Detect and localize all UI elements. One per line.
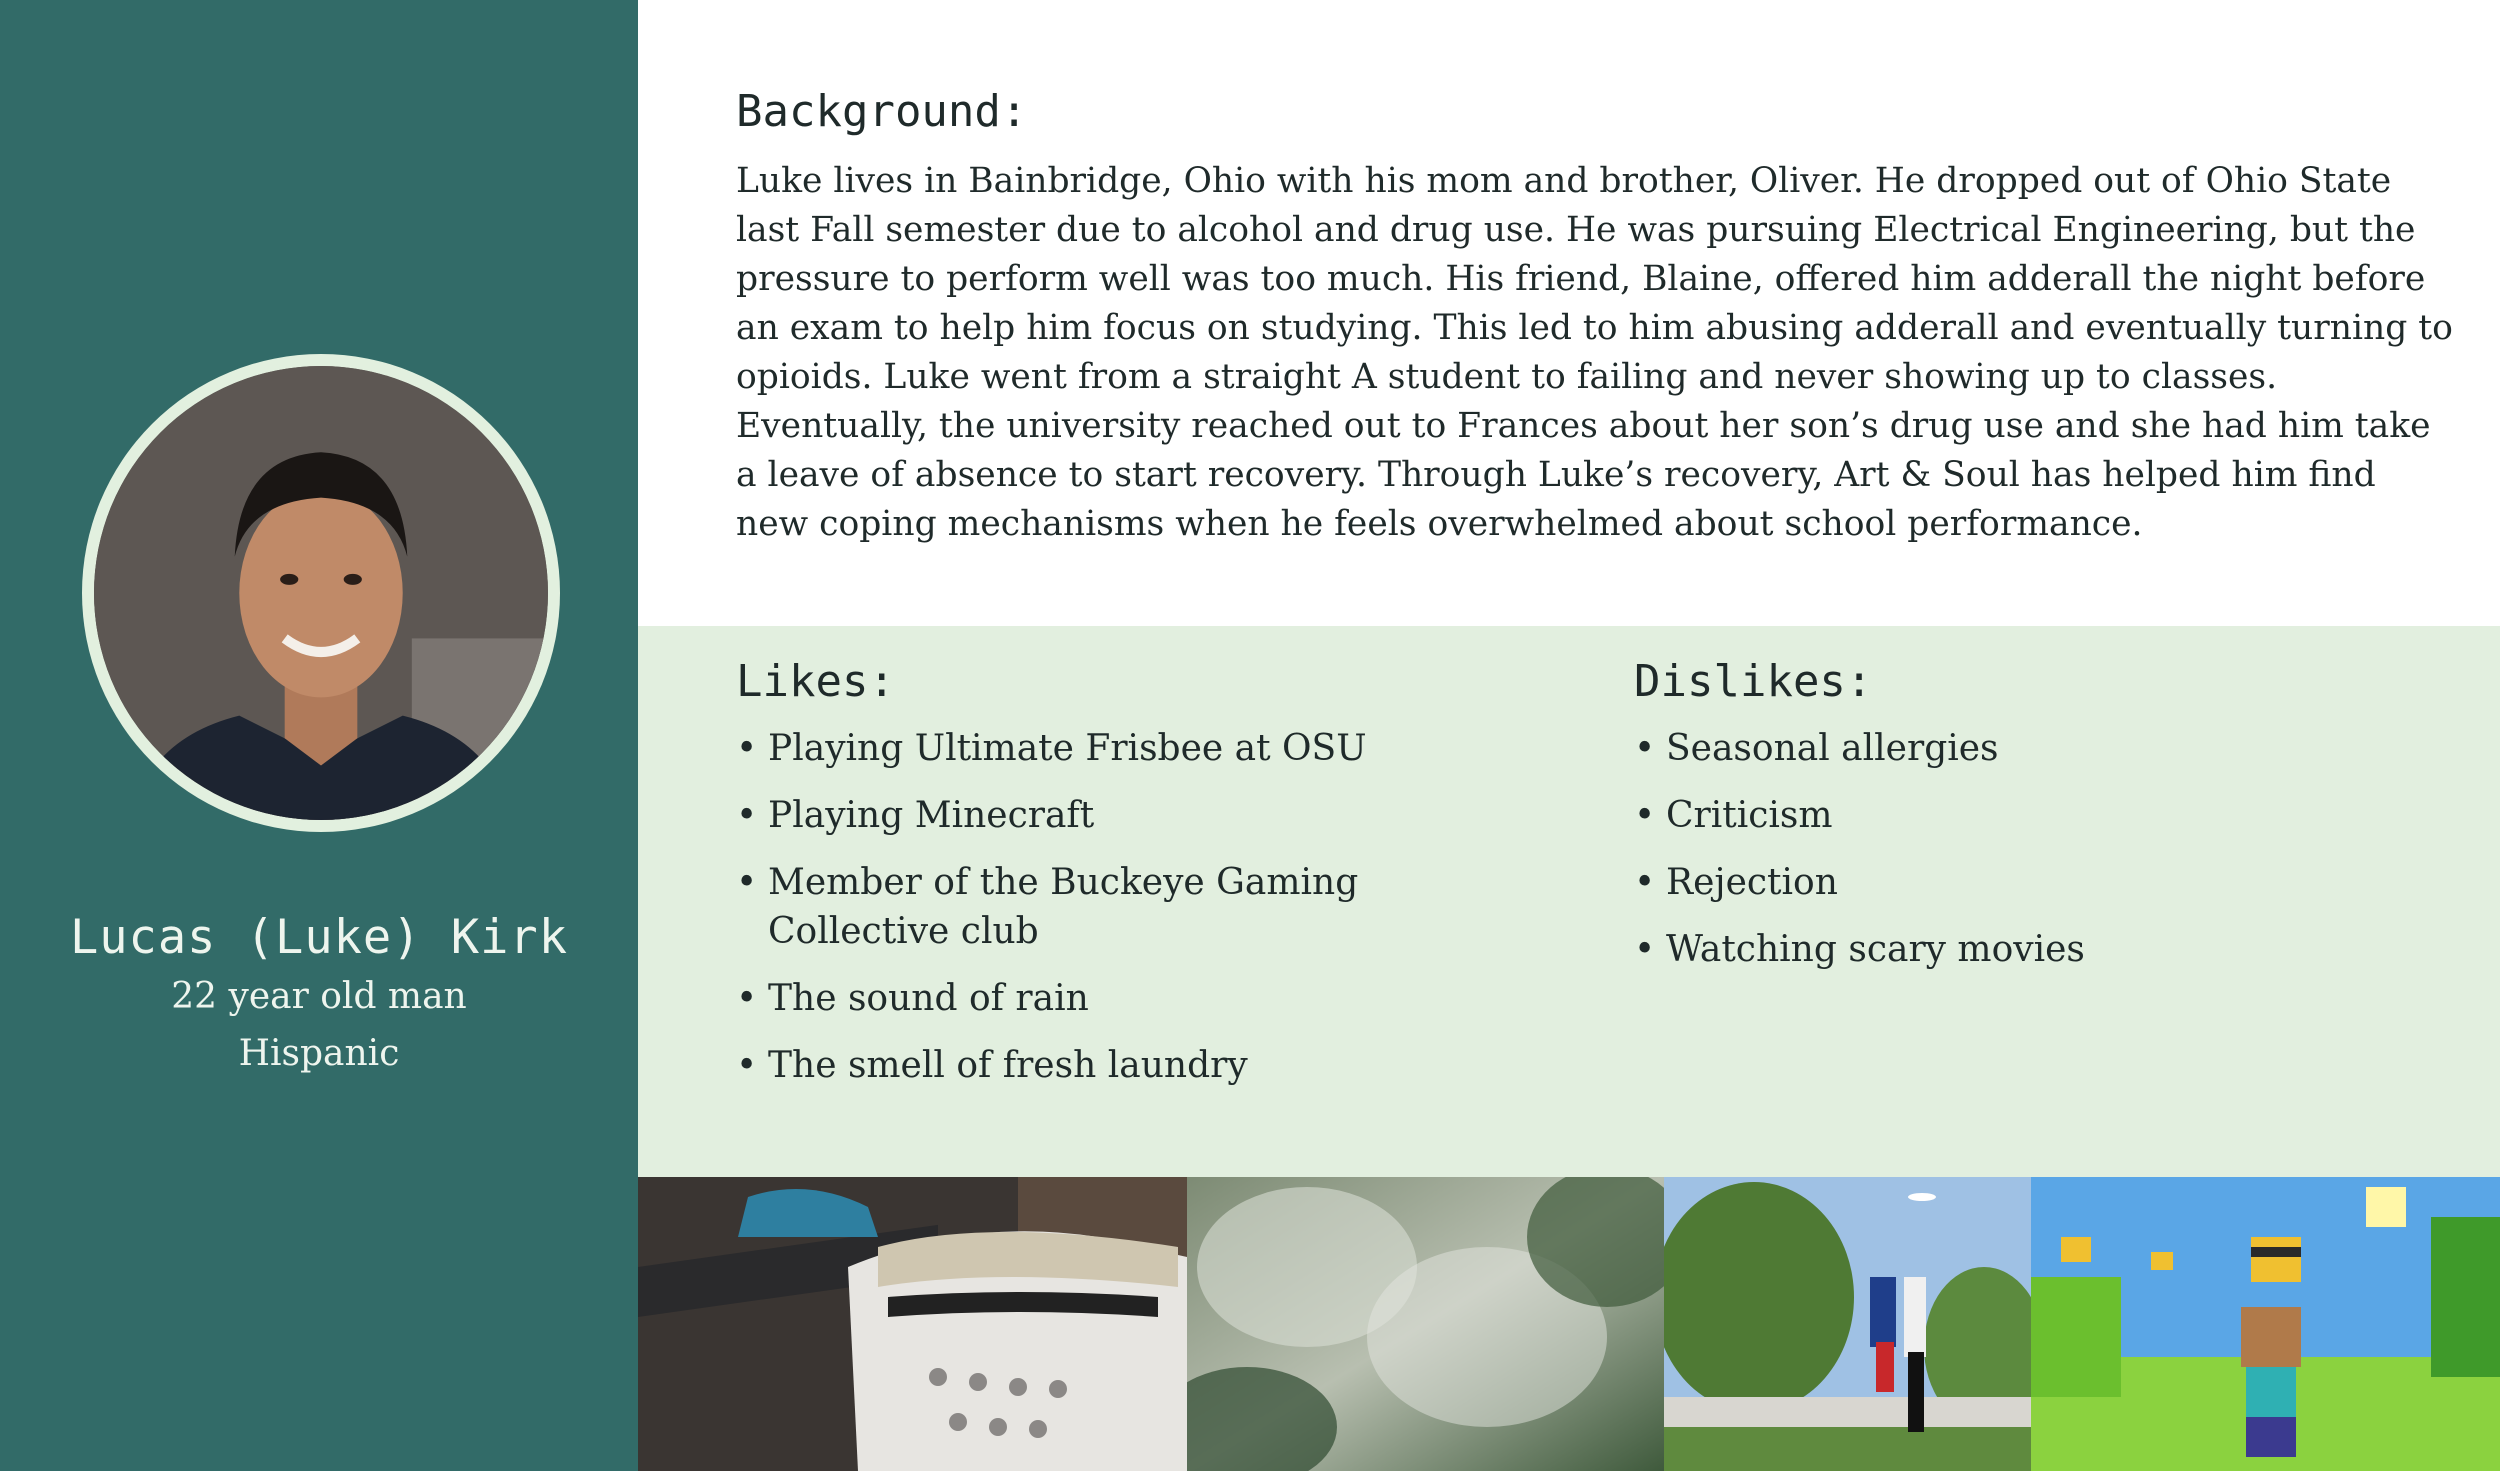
likes-list [736, 724, 1396, 1108]
list-item: • Playing Minecraft [736, 791, 1396, 840]
list-item: • Rejection [1634, 858, 2434, 907]
list-item: • Seasonal allergies [1634, 724, 2434, 773]
background-text: Luke lives in Bainbridge, Ohio with his mom and brother, Oliver. He dropped out of Ohio State last Fall semester due to alcohol and drug use. He was pursuing Electrical Engineering, but the pressure to perform well was too much. His friend, Blaine, offered him adderall the night before an exam to help him focus on studying. This led to him abusing adderall and eventually turning to opioids. Luke went from a straight A student to failing and never showing up to classes. Eventually, the university reached out to Frances about her son’s drug use and she had him take a leave of absence to start recovery. Through Luke’s recovery, Art & Soul has helped him find new coping mechanisms when he feels overwhelmed about school performance. [736, 161, 2453, 544]
laundry-photo [638, 1177, 1187, 1471]
background-heading: Background: [736, 86, 1028, 137]
list-item: • Member of the Buckeye Gaming Collective club [736, 858, 1396, 956]
preferences-panel [638, 626, 2500, 1177]
rain-window-photo [1187, 1177, 1664, 1471]
minecraft-photo [2031, 1177, 2500, 1471]
person-name: Lucas (Luke) Kirk [69, 910, 569, 965]
profile-sidebar [0, 0, 638, 1471]
list-item: • Criticism [1634, 791, 2434, 840]
ultimate-frisbee-photo [1664, 1177, 2031, 1471]
list-item: • The sound of rain [736, 974, 1396, 1023]
likes-heading: Likes: [736, 656, 895, 707]
list-item: • The smell of fresh laundry [736, 1041, 1396, 1090]
list-item: • Playing Ultimate Frisbee at OSU [736, 724, 1396, 773]
person-age: 22 year old man [171, 976, 467, 1017]
avatar-frame [82, 354, 560, 832]
list-item: • Watching scary movies [1634, 925, 2434, 974]
person-ethnicity: Hispanic [238, 1033, 400, 1074]
avatar [94, 366, 548, 820]
dislikes-heading: Dislikes: [1634, 656, 1873, 707]
photo-strip [638, 1177, 2500, 1471]
dislikes-list [1634, 724, 2434, 992]
